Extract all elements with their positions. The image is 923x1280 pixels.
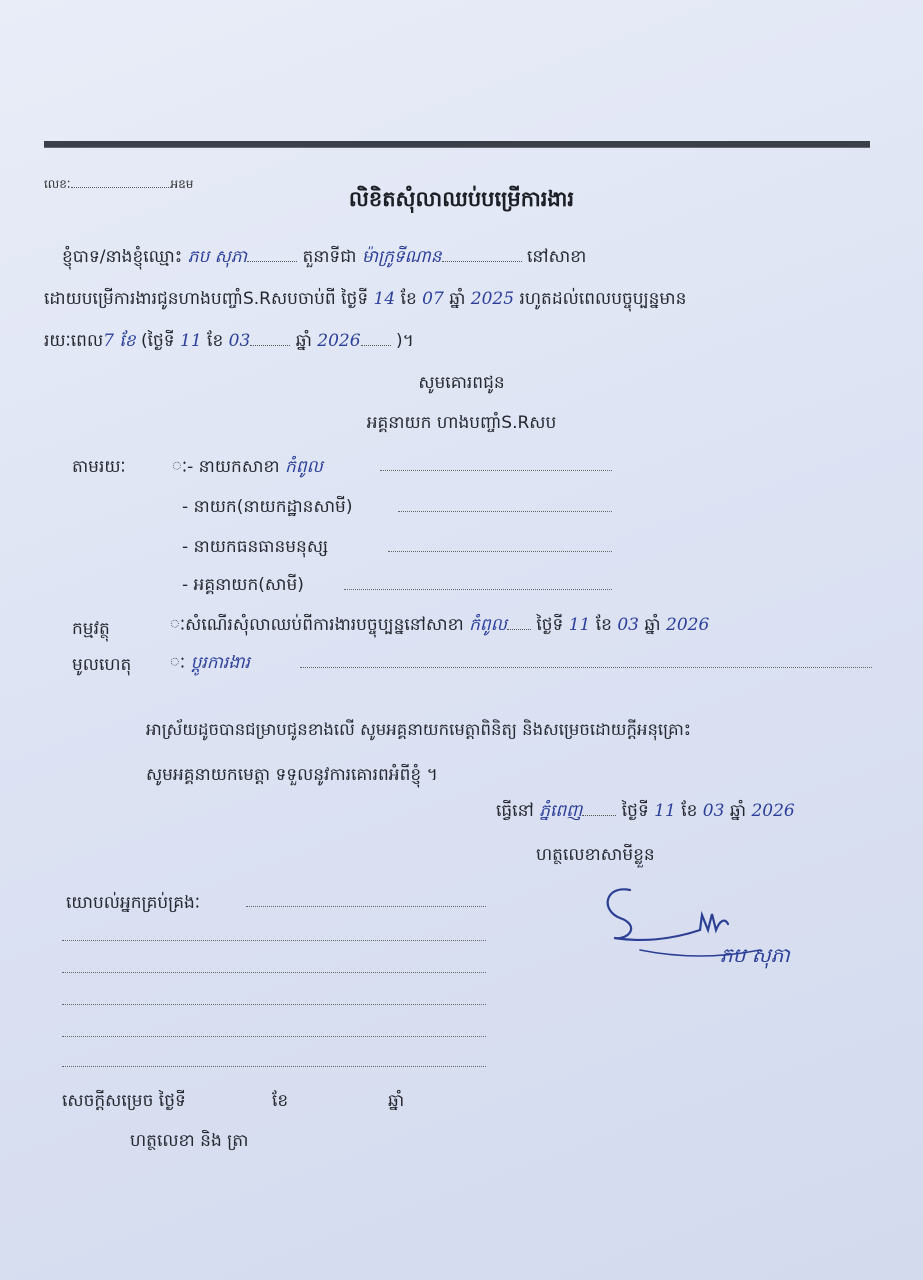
closing-day: 11 (654, 801, 676, 821)
salutation-line-2: អគ្គនាយក ហាងបញ្ចាំS.Rសប (366, 413, 557, 433)
subject-body: ៈសំណើរសុំលាឈប់ពីការងារបច្ចុប្បន្ននៅសាខា (170, 615, 464, 635)
reason-prefix: ៈ (170, 653, 186, 673)
year-label: ឆ្នាំ (295, 331, 312, 351)
closing-month: 03 (702, 801, 725, 821)
start-year: 2025 (470, 289, 515, 309)
reason-value: ប្តូរការងារ (190, 653, 250, 673)
subject-text (170, 614, 709, 639)
month-label: ខែ (400, 289, 417, 309)
intro-line-3 (44, 330, 414, 355)
dotted-line (62, 1066, 486, 1067)
dotted-line (62, 1036, 486, 1037)
ref-suffix: អឧម (170, 177, 194, 191)
dotted-line (62, 972, 486, 973)
via-label: តាមរយៈ (72, 457, 126, 477)
reason-text (170, 652, 250, 677)
subject-month: 03 (617, 615, 639, 635)
made-at-line (496, 800, 795, 825)
intro-text: ខ្ញុំបាទ/នាងខ្ញុំឈ្មោះ (62, 247, 183, 267)
dotted-line (380, 470, 612, 471)
branch-name: កំពូល (285, 457, 323, 477)
place: ភ្នំពេញ (539, 801, 583, 821)
intro-text: នៅសាខា (527, 247, 587, 267)
start-day: 14 (373, 289, 396, 309)
intro-text: តួនាទីជា (302, 247, 357, 267)
signature-label: ហត្ថលេខាសាមីខ្លួន (536, 845, 655, 865)
year-label: ឆ្នាំ (644, 615, 661, 635)
month-label: ខែ (595, 615, 612, 635)
intro-line-2 (44, 288, 686, 313)
duration: 7 ខែ (103, 331, 136, 351)
dots (250, 344, 290, 346)
intro-text: ដោយបម្រើការងារជូនហាងបញ្ចាំS.Rសបចាប់ពី ថ្ងៃទី (44, 289, 369, 309)
via-item-branch-director (172, 456, 323, 481)
current-month: 03 (228, 331, 251, 351)
dots (361, 344, 391, 346)
manager-opinion-label: យោបល់អ្នកគ្រប់គ្រងៈ (66, 893, 201, 913)
closing-line-2: សូមអគ្គនាយកមេត្តា ទទួលនូវការគោរពអំពីខ្ញុំ ។ (146, 765, 438, 785)
salutation-line-1: សូមគោរពជូន (418, 373, 505, 393)
dotted-line (388, 551, 612, 552)
intro-text: រហូតដល់ពេលបច្ចុប្បន្នមាន (519, 289, 687, 309)
intro-text: )។ (395, 331, 414, 351)
start-month: 07 (422, 289, 444, 309)
decision-year-label: ឆ្នាំ (388, 1091, 405, 1111)
reason-label: មូលហេតុ (72, 655, 132, 675)
decision-label: សេចក្តីសម្រេច ថ្ងៃទី (62, 1091, 186, 1111)
dots (507, 628, 531, 630)
current-year: 2026 (317, 331, 361, 351)
subject-branch: កំពូល (469, 615, 507, 635)
dotted-line (62, 1004, 486, 1005)
dotted-line (300, 667, 872, 668)
subject-year: 2026 (666, 615, 710, 635)
subject-day: 11 (568, 615, 591, 635)
via-item-text: ៈ- នាយកសាខា (172, 457, 280, 477)
intro-text: (ថ្ងៃទី (140, 331, 175, 351)
month-label: ខែ (681, 801, 698, 821)
current-day: 11 (180, 331, 202, 351)
signer-name: ភប សុភា (720, 943, 790, 967)
made-at-label: ធ្វើនៅ (496, 801, 534, 821)
via-item-hr-director: - នាយកធនធានមនុស្ស (182, 537, 329, 557)
intro-text: រយៈពេល (44, 331, 104, 351)
decision-sign-label: ហត្ថលេខា និង ត្រា (130, 1131, 249, 1151)
closing-year: 2026 (751, 801, 795, 821)
year-label: ឆ្នាំ (449, 289, 466, 309)
year-label: ឆ្នាំ (729, 801, 747, 821)
via-item-general-director: - អគ្គនាយក(សាមី) (182, 575, 304, 595)
dotted-line (62, 940, 486, 941)
dotted-line (246, 906, 486, 907)
dots (582, 814, 616, 816)
via-item-department-director: - នាយក(នាយកដ្ឋានសាមី) (182, 497, 353, 517)
document-title: លិខិតសុំលាឈប់បម្រើការងារ (348, 187, 575, 211)
dotted-line (344, 589, 612, 590)
day-label: ថ្ងៃទី (536, 615, 564, 635)
dotted-line (398, 511, 612, 512)
intro-line-1 (62, 246, 586, 271)
day-label: ថ្ងៃទី (621, 801, 649, 821)
employee-role: ម៉ាក្រូទីណាន (361, 247, 442, 267)
closing-line-1: អាស្រ័យដូចបានជម្រាបជូនខាងលើ សូមអគ្គនាយកមេត្តាពិនិត្យ និងសម្រេចដោយក្ដីអនុគ្រោះ (146, 720, 692, 739)
decision-month-label: ខែ (272, 1091, 289, 1111)
ref-label: លេខៈ (44, 177, 71, 191)
header-rule (44, 141, 870, 148)
employee-name: ភប សុភា (187, 247, 248, 267)
month-label: ខែ (207, 331, 224, 351)
dots (247, 260, 297, 262)
subject-label: កម្មវត្ថុ (72, 619, 110, 639)
dots (442, 260, 522, 262)
